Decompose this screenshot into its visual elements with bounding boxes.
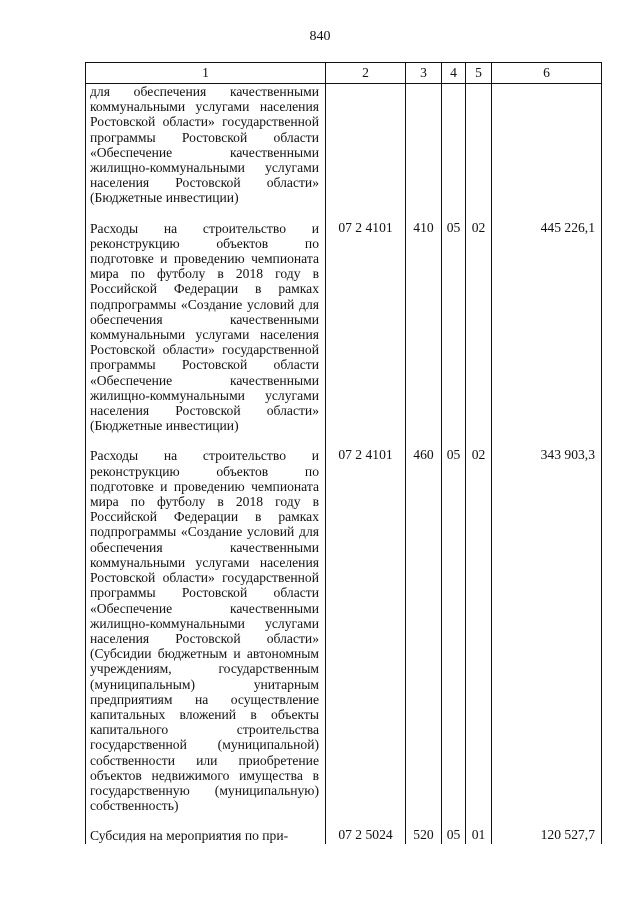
row-amount: 445 226,1 xyxy=(492,220,602,434)
row-amount: 343 903,3 xyxy=(492,447,602,813)
row-spacer xyxy=(86,433,602,447)
row-description: Расходы на строительство и реконструкцию объектов по подготовке и проведению чемпионата мира по футболу в 2018 году в Российской Федерации в рамках подпрограммы «Создание условий для обеспечения качественными коммунальными услугами населения Ростовской области» государственной программы Ростовской области «Обеспечение качественными жилищно-коммунальными услугами населения Ростовской области» (Бюджетные инвестиции) xyxy=(86,220,326,434)
row-vr xyxy=(406,84,442,206)
table-row xyxy=(86,447,602,813)
row-vr: 520 xyxy=(406,827,442,843)
row-spacer xyxy=(86,206,602,220)
row-description: для обеспечения качественными коммунальными услугами населения Ростовской области» государственной программы Ростовской области «Обеспечение качественными жилищно-коммунальными услугами населения Ростовской области» (Бюджетные инвестиции) xyxy=(86,84,326,206)
row-spacer xyxy=(86,813,602,827)
row-amount xyxy=(492,84,602,206)
row-rz: 05 xyxy=(442,447,466,813)
column-header-rz: 4 xyxy=(442,63,466,84)
header-row xyxy=(86,63,602,84)
row-description: Расходы на строительство и реконструкцию объектов по подготовке и проведению чемпионата мира по футболу в 2018 году в Российской Федерации в рамках подпрограммы «Создание условий для обеспечения качественными коммунальными услугами населения Ростовской области» государственной программы Ростовской области «Обеспечение качественными жилищно-коммунальными услугами населения Ростовской области» (Субсидии бюджетным и автономным учреждениям, государственным (муниципальным) унитарным предприятиям на осуществление капитальных вложений в объекты капитального строительства государственной (муниципальной) собственности или приобретение объектов недвижимого имущества в государственную (муниципальную) собственность) xyxy=(86,447,326,813)
column-header-code: 2 xyxy=(326,63,406,84)
row-pr: 01 xyxy=(466,827,492,843)
row-code: 07 2 4101 xyxy=(326,220,406,434)
row-rz: 05 xyxy=(442,220,466,434)
column-header-amount: 6 xyxy=(492,63,602,84)
column-header-pr: 5 xyxy=(466,63,492,84)
row-vr: 410 xyxy=(406,220,442,434)
row-code xyxy=(326,84,406,206)
budget-table xyxy=(85,62,602,844)
row-vr: 460 xyxy=(406,447,442,813)
row-amount: 120 527,7 xyxy=(492,827,602,843)
row-code: 07 2 5024 xyxy=(326,827,406,843)
row-pr xyxy=(466,84,492,206)
column-header-description: 1 xyxy=(86,63,326,84)
row-pr: 02 xyxy=(466,447,492,813)
table-row xyxy=(86,220,602,434)
page-number: 840 xyxy=(309,29,331,44)
row-rz xyxy=(442,84,466,206)
column-header-vr: 3 xyxy=(406,63,442,84)
table-row xyxy=(86,84,602,206)
row-code: 07 2 4101 xyxy=(326,447,406,813)
row-pr: 02 xyxy=(466,220,492,434)
table-row xyxy=(86,827,602,843)
row-rz: 05 xyxy=(442,827,466,843)
row-description: Субсидия на мероприятия по при- xyxy=(86,827,326,843)
